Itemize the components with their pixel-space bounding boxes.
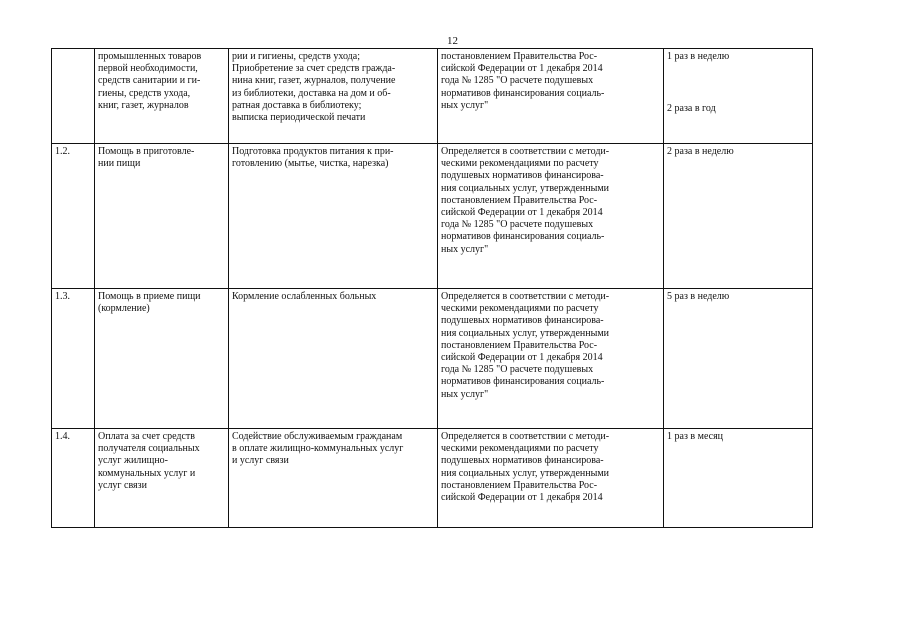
service-frequency-cell [664,289,813,429]
service-description-cell [229,144,438,289]
service-frequency: 5 раз в неделю [667,291,730,302]
service-description: рии и гигиены, средств ухода; Приобретение за счет средств гражда- нина книг, газет, журналов, получение из библиотеки, доставка на дом и об- ратная доставка в библиотеку; выписка периодической печати [232,51,396,124]
service-name-cell [95,144,229,289]
service-standard-cell [438,429,664,528]
service-description: Содействие обслуживаемым гражданам в оплате жилищно-коммунальных услуг и услуг связи [232,431,404,467]
service-standard: постановлением Правительства Рос- сийской Федерации от 1 декабря 2014 года № 1285 "О расчете подушевых нормативов финансирования социаль- ных услуг" [441,51,605,111]
service-frequency: 1 раз в неделю [667,51,730,62]
row-number: 1.4. [55,431,70,442]
row-number-cell [52,144,95,289]
table-row [52,49,813,144]
service-name: Помощь в приготовле- нии пищи [98,146,195,170]
service-name: Оплата за счет средств получателя социальных услуг жилищно- коммунальных услуг и услуг связи [98,431,200,491]
row-number-cell [52,429,95,528]
table-row [52,429,813,528]
service-standard-cell [438,289,664,429]
service-frequency-cell [664,144,813,289]
service-standard: Определяется в соответствии с методи- ческими рекомендациями по расчету подушевых нормативов финансирова- ния социальных услуг, утвержденными постановлением Правительства Рос- сийской Федерации от 1 декабря 2014 года № 1285 "О расчете подушевых нормативов финансирования социаль- ных услуг" [441,146,610,255]
row-number-cell [52,49,95,144]
row-number-cell [52,289,95,429]
service-name-cell [95,429,229,528]
service-name-cell [95,289,229,429]
service-name: промышленных товаров первой необходимости, средств санитарии и ги- гиены, средств ухода, книг, газет, журналов [98,51,202,111]
service-name: Помощь в приеме пищи (кормление) [98,291,201,315]
service-description: Кормление ослабленных больных [232,291,377,302]
service-description-cell [229,289,438,429]
service-standard-cell [438,144,664,289]
service-standard: Определяется в соответствии с методи- ческими рекомендациями по расчету подушевых нормативов финансирова- ния социальных услуг, утвержденными постановлением Правительства Рос- сийской Федерации от 1 декабря 2014 [441,431,610,504]
service-frequency: 1 раз в месяц [667,431,724,442]
table-row [52,289,813,429]
service-description-cell [229,49,438,144]
row-number: 1.2. [55,146,70,157]
service-name-cell [95,49,229,144]
table-row [52,144,813,289]
page-number: 12 [447,35,458,47]
services-table [51,48,813,528]
service-frequency-cell [664,49,813,144]
service-frequency-cell [664,429,813,528]
service-description-cell [229,429,438,528]
service-description: Подготовка продуктов питания к при- готовлению (мытье, чистка, нарезка) [232,146,394,170]
service-frequency-extra: 2 раза в год [667,103,716,115]
row-number: 1.3. [55,291,70,302]
service-standard: Определяется в соответствии с методи- ческими рекомендациями по расчету подушевых нормативов финансирова- ния социальных услуг, утвержденными постановлением Правительства Рос- сийской Федерации от 1 декабря 2014 года № 1285 "О расчете подушевых нормативов финансирования социаль- ных услуг" [441,291,610,400]
service-standard-cell [438,49,664,144]
service-frequency: 2 раза в неделю [667,146,734,157]
